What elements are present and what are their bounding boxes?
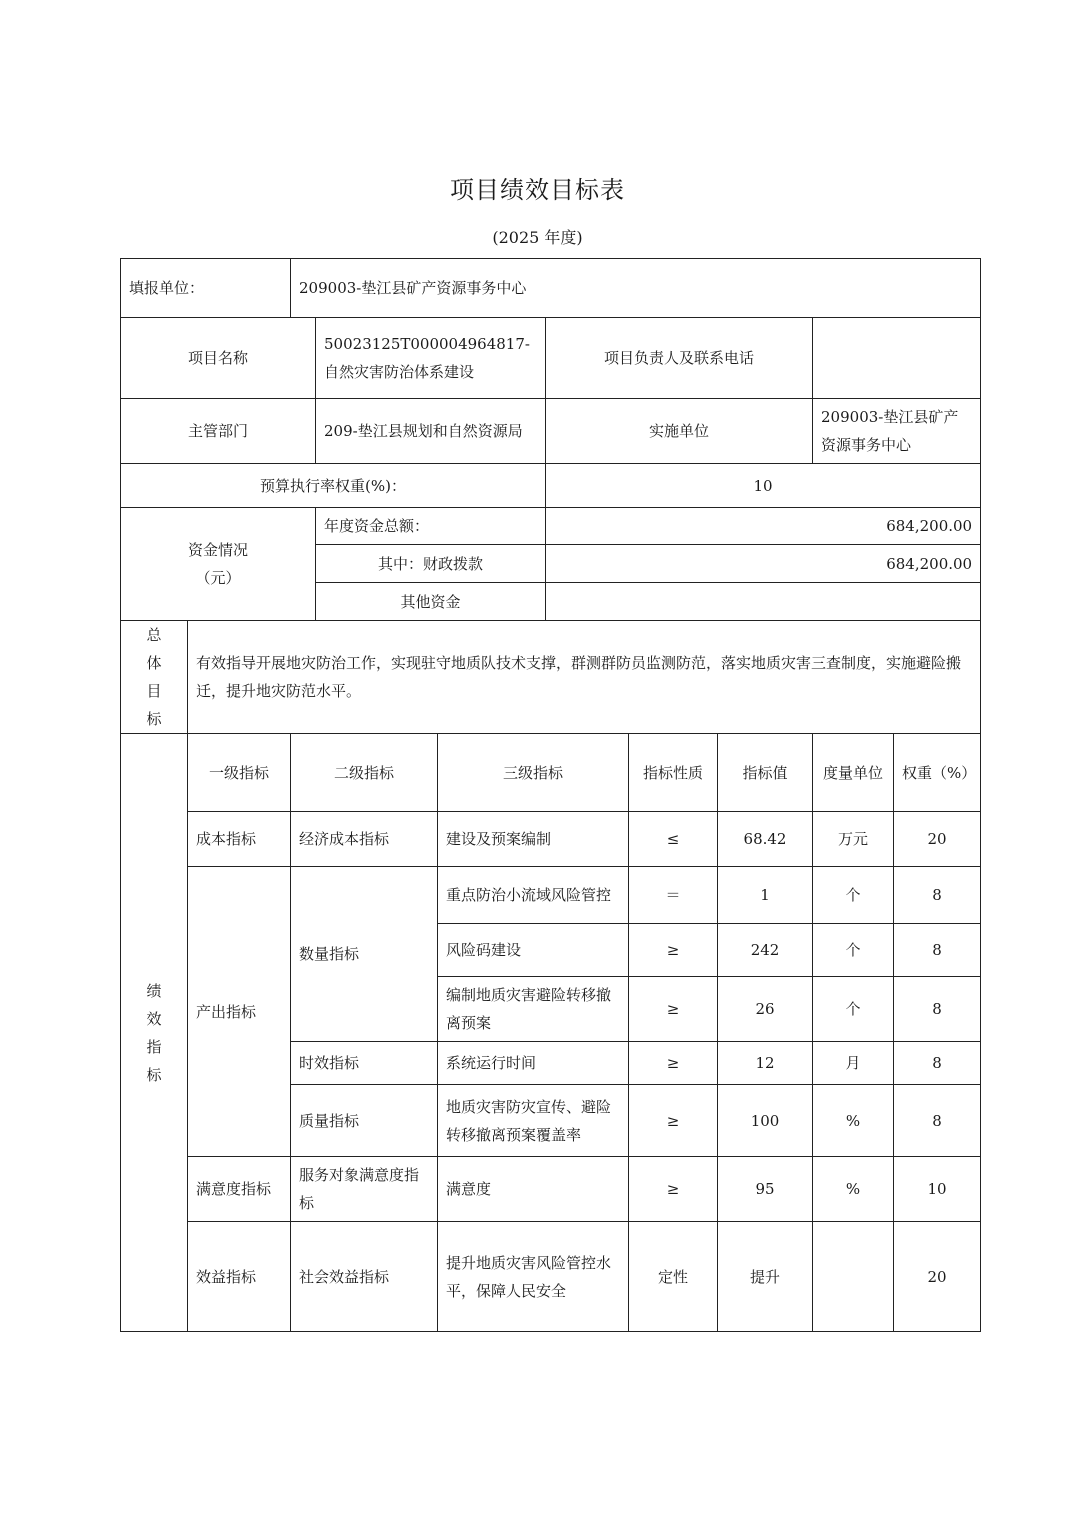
cell-level2: 经济成本指标 (291, 812, 438, 867)
cell-weight: 8 (894, 924, 981, 977)
cell-unit: 个 (813, 867, 894, 924)
overall-goal-text: 有效指导开展地灾防治工作，实现驻守地质队技术支撑，群测群防员监测防范，落实地质灾害三查制度，实施避险搬迁，提升地灾防范水平。 (188, 621, 981, 734)
header-level2: 二级指标 (291, 734, 438, 812)
cell-unit: % (813, 1157, 894, 1222)
fund-label-line1: 资金情况 (188, 541, 249, 559)
cell-weight: 20 (894, 812, 981, 867)
fund-label-line2: （元） (195, 569, 241, 587)
cell-nature: ≥ (629, 1085, 718, 1157)
header-nature: 指标性质 (629, 734, 718, 812)
cell-value: 100 (718, 1085, 813, 1157)
dept-label: 主管部门 (121, 399, 316, 464)
cell-value: 26 (718, 977, 813, 1042)
cell-nature: ≥ (629, 924, 718, 977)
cell-nature: ＝ (629, 867, 718, 924)
fund-fiscal-label: 其中：财政拨款 (316, 545, 546, 583)
header-value: 指标值 (718, 734, 813, 812)
cell-nature: ≥ (629, 1157, 718, 1222)
cell-weight: 20 (894, 1222, 981, 1332)
fund-fiscal-value: 684,200.00 (546, 545, 981, 583)
goal-char: 总 (146, 626, 162, 644)
cell-level1: 产出指标 (188, 867, 291, 1157)
cell-value: 95 (718, 1157, 813, 1222)
cell-level2: 时效指标 (291, 1042, 438, 1085)
cell-nature: ≥ (629, 1042, 718, 1085)
cell-level3: 建设及预案编制 (438, 812, 629, 867)
cell-value: 1 (718, 867, 813, 924)
cell-nature: ≥ (629, 977, 718, 1042)
cell-level2: 质量指标 (291, 1085, 438, 1157)
cell-level1: 满意度指标 (188, 1157, 291, 1222)
cell-level2: 服务对象满意度指标 (291, 1157, 438, 1222)
budget-rate-label: 预算执行率权重(%)： (121, 464, 546, 508)
fund-label (121, 508, 316, 621)
indicator-char: 指 (146, 1037, 162, 1056)
page-year: (2025 年度) (492, 228, 583, 247)
cell-value: 提升 (718, 1222, 813, 1332)
dept-value: 209-垫江县规划和自然资源局 (316, 399, 546, 464)
indicators-side-label (121, 734, 188, 1332)
project-name-value: 50023125T000004964817-自然灾害防治体系建设 (316, 318, 546, 399)
table-row (121, 867, 981, 924)
budget-rate-value: 10 (546, 464, 981, 508)
cell-nature: ≤ (629, 812, 718, 867)
cell-level3: 编制地质灾害避险转移撤离预案 (438, 977, 629, 1042)
cell-unit: 月 (813, 1042, 894, 1085)
header-level3: 三级指标 (438, 734, 629, 812)
cell-weight: 8 (894, 977, 981, 1042)
contact-value (813, 318, 981, 399)
cell-level3: 提升地质灾害风险管控水平，保障人民安全 (438, 1222, 629, 1332)
impl-value: 209003-垫江县矿产资源事务中心 (813, 399, 981, 464)
cell-level1: 效益指标 (188, 1222, 291, 1332)
header-level1: 一级指标 (188, 734, 291, 812)
indicator-char: 标 (146, 1065, 162, 1084)
cell-level1: 成本指标 (188, 812, 291, 867)
fund-other-label: 其他资金 (316, 583, 546, 621)
fund-other-value (546, 583, 981, 621)
cell-weight: 8 (894, 1085, 981, 1157)
fund-total-label: 年度资金总额： (316, 508, 546, 545)
table-row (121, 1157, 981, 1222)
goal-char: 体 (146, 654, 162, 672)
cell-weight: 8 (894, 1042, 981, 1085)
cell-level3: 满意度 (438, 1157, 629, 1222)
cell-level2: 数量指标 (291, 867, 438, 1042)
cell-weight: 10 (894, 1157, 981, 1222)
cell-level3: 重点防治小流域风险管控 (438, 867, 629, 924)
impl-label: 实施单位 (546, 399, 813, 464)
cell-value: 68.42 (718, 812, 813, 867)
cell-weight: 8 (894, 867, 981, 924)
table-row (121, 1222, 981, 1332)
header-weight: 权重（%） (894, 734, 981, 812)
page-title: 项目绩效目标表 (450, 176, 625, 204)
cell-value: 12 (718, 1042, 813, 1085)
cell-value: 242 (718, 924, 813, 977)
fill-unit-label: 填报单位： (121, 259, 291, 318)
cell-nature: 定性 (629, 1222, 718, 1332)
goal-char: 目 (146, 682, 162, 700)
cell-level3: 地质灾害防灾宣传、避险转移撤离预案覆盖率 (438, 1085, 629, 1157)
indicator-char: 效 (146, 1009, 162, 1028)
cell-unit: % (813, 1085, 894, 1157)
cell-unit: 个 (813, 924, 894, 977)
overall-goal-label (121, 621, 188, 734)
cell-unit: 个 (813, 977, 894, 1042)
table-row (121, 812, 981, 867)
goal-char: 标 (146, 710, 162, 728)
cell-level2: 社会效益指标 (291, 1222, 438, 1332)
performance-table (120, 258, 981, 1332)
cell-unit (813, 1222, 894, 1332)
fund-total-value: 684,200.00 (546, 508, 981, 545)
fill-unit-value: 209003-垫江县矿产资源事务中心 (291, 259, 981, 318)
project-name-label: 项目名称 (121, 318, 316, 399)
cell-level3: 风险码建设 (438, 924, 629, 977)
contact-label: 项目负责人及联系电话 (546, 318, 813, 399)
cell-level3: 系统运行时间 (438, 1042, 629, 1085)
indicator-char: 绩 (146, 981, 162, 1000)
header-unit: 度量单位 (813, 734, 894, 812)
cell-unit: 万元 (813, 812, 894, 867)
